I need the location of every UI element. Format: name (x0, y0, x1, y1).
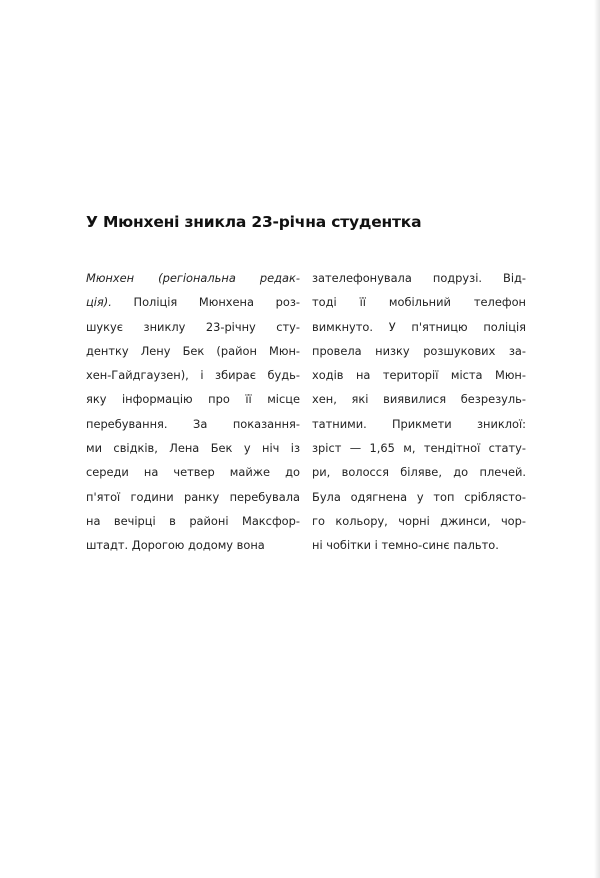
article-line (86, 363, 300, 387)
article-line (86, 315, 300, 339)
article-line (86, 387, 300, 411)
article-line: Була одягнена у топ сріблясто- (312, 489, 526, 504)
article-text: ми свідків, Лена Бек у ніч із (86, 441, 300, 456)
article-text: п'ятої години ранку перебувала (86, 489, 300, 504)
article-line: го кольору, чорні джинси, чор- (312, 513, 526, 528)
article-text: шукує зниклу 23-річну сту- (86, 319, 300, 334)
article-text: яку інформацію про її місце (86, 392, 300, 407)
article-line: татними. Прикмети зниклої: (312, 416, 526, 431)
article-text: на вечірці в районі Максфор- (86, 513, 300, 528)
article-headline: У Мюнхені зникла 23-річна студентка (86, 213, 422, 231)
article-line: ри, волосся біляве, до плечей. (312, 465, 526, 480)
article-text: хен-Гайдгаузен), і збирає будь- (86, 368, 300, 383)
article-column-left (86, 266, 300, 558)
article-text: штадт. Дорогою додому вона (86, 538, 265, 553)
article-text: дентку Лену Бек (район Мюн- (86, 343, 300, 358)
article-line: тоді її мобільний телефон (312, 295, 526, 310)
article-dateline-text: ція). (86, 295, 112, 310)
article-text: середи на четвер майже до (86, 465, 300, 480)
article-line (86, 266, 300, 290)
article-text: Поліція Мюнхена роз- (111, 295, 300, 310)
article-line (86, 460, 300, 484)
article-line: ходів на території міста Мюн- (312, 368, 526, 383)
article-line (86, 533, 300, 557)
article-line: провела низку розшукових за- (312, 343, 526, 358)
article-line (86, 412, 300, 436)
article-line: зріст — 1,65 м, тендітної стату- (312, 441, 526, 456)
article-column-right (312, 266, 526, 558)
article-line (86, 290, 300, 314)
article-line (86, 339, 300, 363)
article-line: хен, які виявилися безрезуль- (312, 392, 526, 407)
article-text: перебування. За показання- (86, 416, 300, 431)
article-line: ні чобітки і темно-синє пальто. (312, 538, 499, 553)
article-line (86, 485, 300, 509)
article-line: зателефонувала подрузі. Від- (312, 271, 526, 285)
article-line (86, 509, 300, 533)
page-edge-shadow (594, 0, 600, 878)
article-line: вимкнуто. У п'ятницю поліція (312, 319, 526, 334)
article-dateline-text: Мюнхен (регіональна редак- (86, 271, 300, 285)
article-line (86, 436, 300, 460)
